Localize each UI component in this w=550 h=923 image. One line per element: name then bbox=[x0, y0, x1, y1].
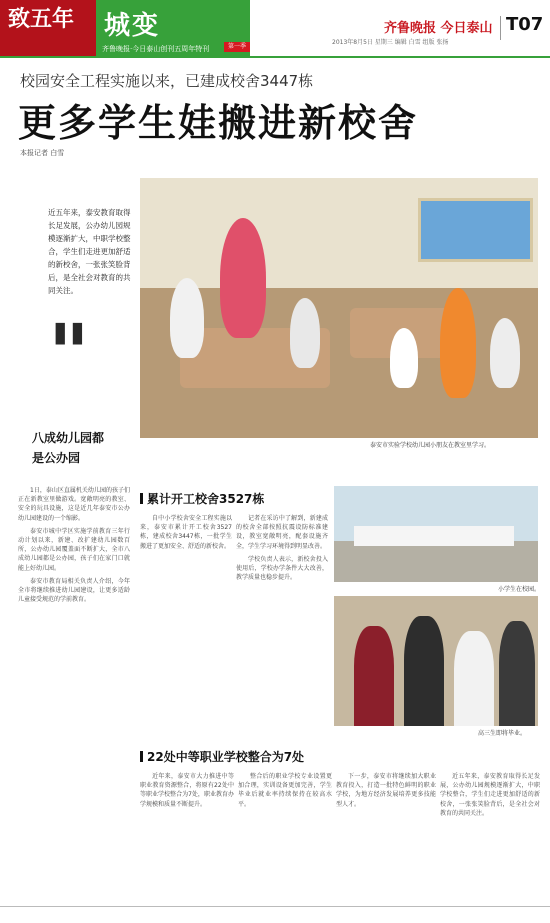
child-figure bbox=[390, 328, 418, 388]
paragraph: 整合后的职业学校专业设置更加合理，实训设备更加完善，学生毕业后就业率持续保持在较高水平。 bbox=[238, 773, 332, 808]
classroom-board bbox=[418, 198, 533, 262]
paragraph: 泰安市教育局相关负责人介绍，今年全市将继续推进幼儿园建设，让更多适龄儿童接受规范的学前教育。 bbox=[18, 577, 130, 604]
paragraph: 学校负责人表示，新校舍投入使用后，学校办学条件大大改善，教学质量也稳步提升。 bbox=[236, 555, 328, 582]
graduate-figure bbox=[499, 621, 535, 726]
masthead-subtitle: 齐鲁晚报·今日泰山创刊五周年特刊 bbox=[102, 45, 210, 53]
article-column bbox=[18, 486, 130, 898]
section-heading: 累计开工校舍3527栋 bbox=[140, 490, 264, 507]
main-photo bbox=[140, 178, 538, 438]
section-heading: 22处中等职业学校整合为7处 bbox=[140, 748, 304, 765]
article-column bbox=[440, 772, 540, 900]
date-line: 2013年8月5日 星期三 编辑 白雪 组版 张扬 bbox=[332, 39, 449, 46]
series-title: 城变 bbox=[104, 11, 161, 41]
article-column bbox=[238, 772, 332, 900]
quote-mark-icon: " bbox=[48, 306, 90, 400]
schoolyard-photo bbox=[334, 486, 538, 582]
intro-text: 近五年来，泰安教育取得长足发展，公办幼儿园规模逐渐扩大，中职学校整合，学生们走进更加舒适的新校舍，一张张笑脸背后，是全社会对教育的共同关注。 bbox=[48, 208, 131, 295]
child-figure bbox=[170, 278, 204, 358]
headline-kicker: 校园安全工程实施以来，已建成校舍3447栋 bbox=[20, 72, 314, 90]
main-photo-caption: 泰安市实验学校幼儿园小朋友在教室里学习。 bbox=[370, 442, 491, 449]
graduate-figure bbox=[404, 616, 444, 726]
paragraph: 近年来，泰安市大力推进中等职业教育资源整合，将原有22处中等职业学校整合为7处，职业教育办学规模和质量不断提升。 bbox=[140, 773, 234, 808]
child-figure bbox=[440, 288, 476, 398]
article-column bbox=[140, 772, 234, 900]
paragraph: 记者在采访中了解到，新建成的校舍全部按照抗震设防标准建设，教室宽敞明亮，配套设施齐全，学生学习环境得到明显改善。 bbox=[236, 515, 328, 550]
masthead bbox=[0, 0, 550, 56]
series-logo bbox=[0, 0, 96, 56]
schoolyard-caption: 小学生在校园。 bbox=[498, 586, 541, 593]
article-column bbox=[140, 514, 232, 710]
child-figure bbox=[490, 318, 520, 388]
paragraph: 1日，泰山区直属机关幼儿园的孩子们正在新教室里做游戏。宽敞明亮的教室、安全的玩具设施，这是近几年泰安市公办幼儿园建设的一个缩影。 bbox=[18, 487, 130, 522]
article-column bbox=[336, 772, 436, 900]
teacher-figure bbox=[220, 218, 266, 338]
section-heading: 八成幼儿园都是公办园 bbox=[32, 431, 105, 465]
students-row bbox=[354, 526, 514, 546]
article-column bbox=[236, 514, 328, 710]
graduate-figure bbox=[354, 626, 394, 726]
schoolyard-ground bbox=[334, 541, 538, 582]
page-bottom-rule bbox=[0, 906, 550, 907]
byline: 本报记者 白雪 bbox=[20, 149, 65, 157]
series-big-text: 致五年 bbox=[8, 7, 75, 32]
masthead-divider bbox=[500, 16, 501, 40]
page-number: T07 bbox=[506, 14, 544, 35]
paragraph: 自中小学校舍安全工程实施以来，泰安市累计开工校舍3527栋，建成校舍3447栋，一批学生搬进了更加安全、舒适的新校舍。 bbox=[140, 515, 232, 550]
paragraph: 泰安市城中学区实施学前教育三年行动计划以来，新建、改扩建幼儿园数百所，公办幼儿园覆盖面不断扩大，全市八成幼儿园都是公办园，孩子们在家门口就能上好幼儿园。 bbox=[18, 527, 130, 572]
paragraph: 下一步，泰安市将继续加大职业教育投入，打造一批特色鲜明的职业学校，为地方经济发展培养更多技能型人才。 bbox=[336, 773, 436, 808]
paragraph: 近五年来，泰安教育取得长足发展，公办幼儿园规模逐渐扩大，中职学校整合，学生们走进更加舒适的新校舍，一张张笑脸背后，是全社会对教育的共同关注。 bbox=[440, 773, 540, 817]
newspaper-name: 齐鲁晚报 今日泰山 bbox=[384, 21, 493, 36]
graduates-photo bbox=[334, 596, 538, 726]
page-title: 更多学生娃搬进新校舍 bbox=[18, 100, 419, 145]
graduate-figure bbox=[454, 631, 494, 726]
graduates-caption: 高三生即将毕业。 bbox=[478, 730, 527, 737]
masthead-rule bbox=[0, 56, 550, 58]
child-figure bbox=[290, 298, 320, 368]
season-tag: 第一季 bbox=[224, 42, 250, 52]
